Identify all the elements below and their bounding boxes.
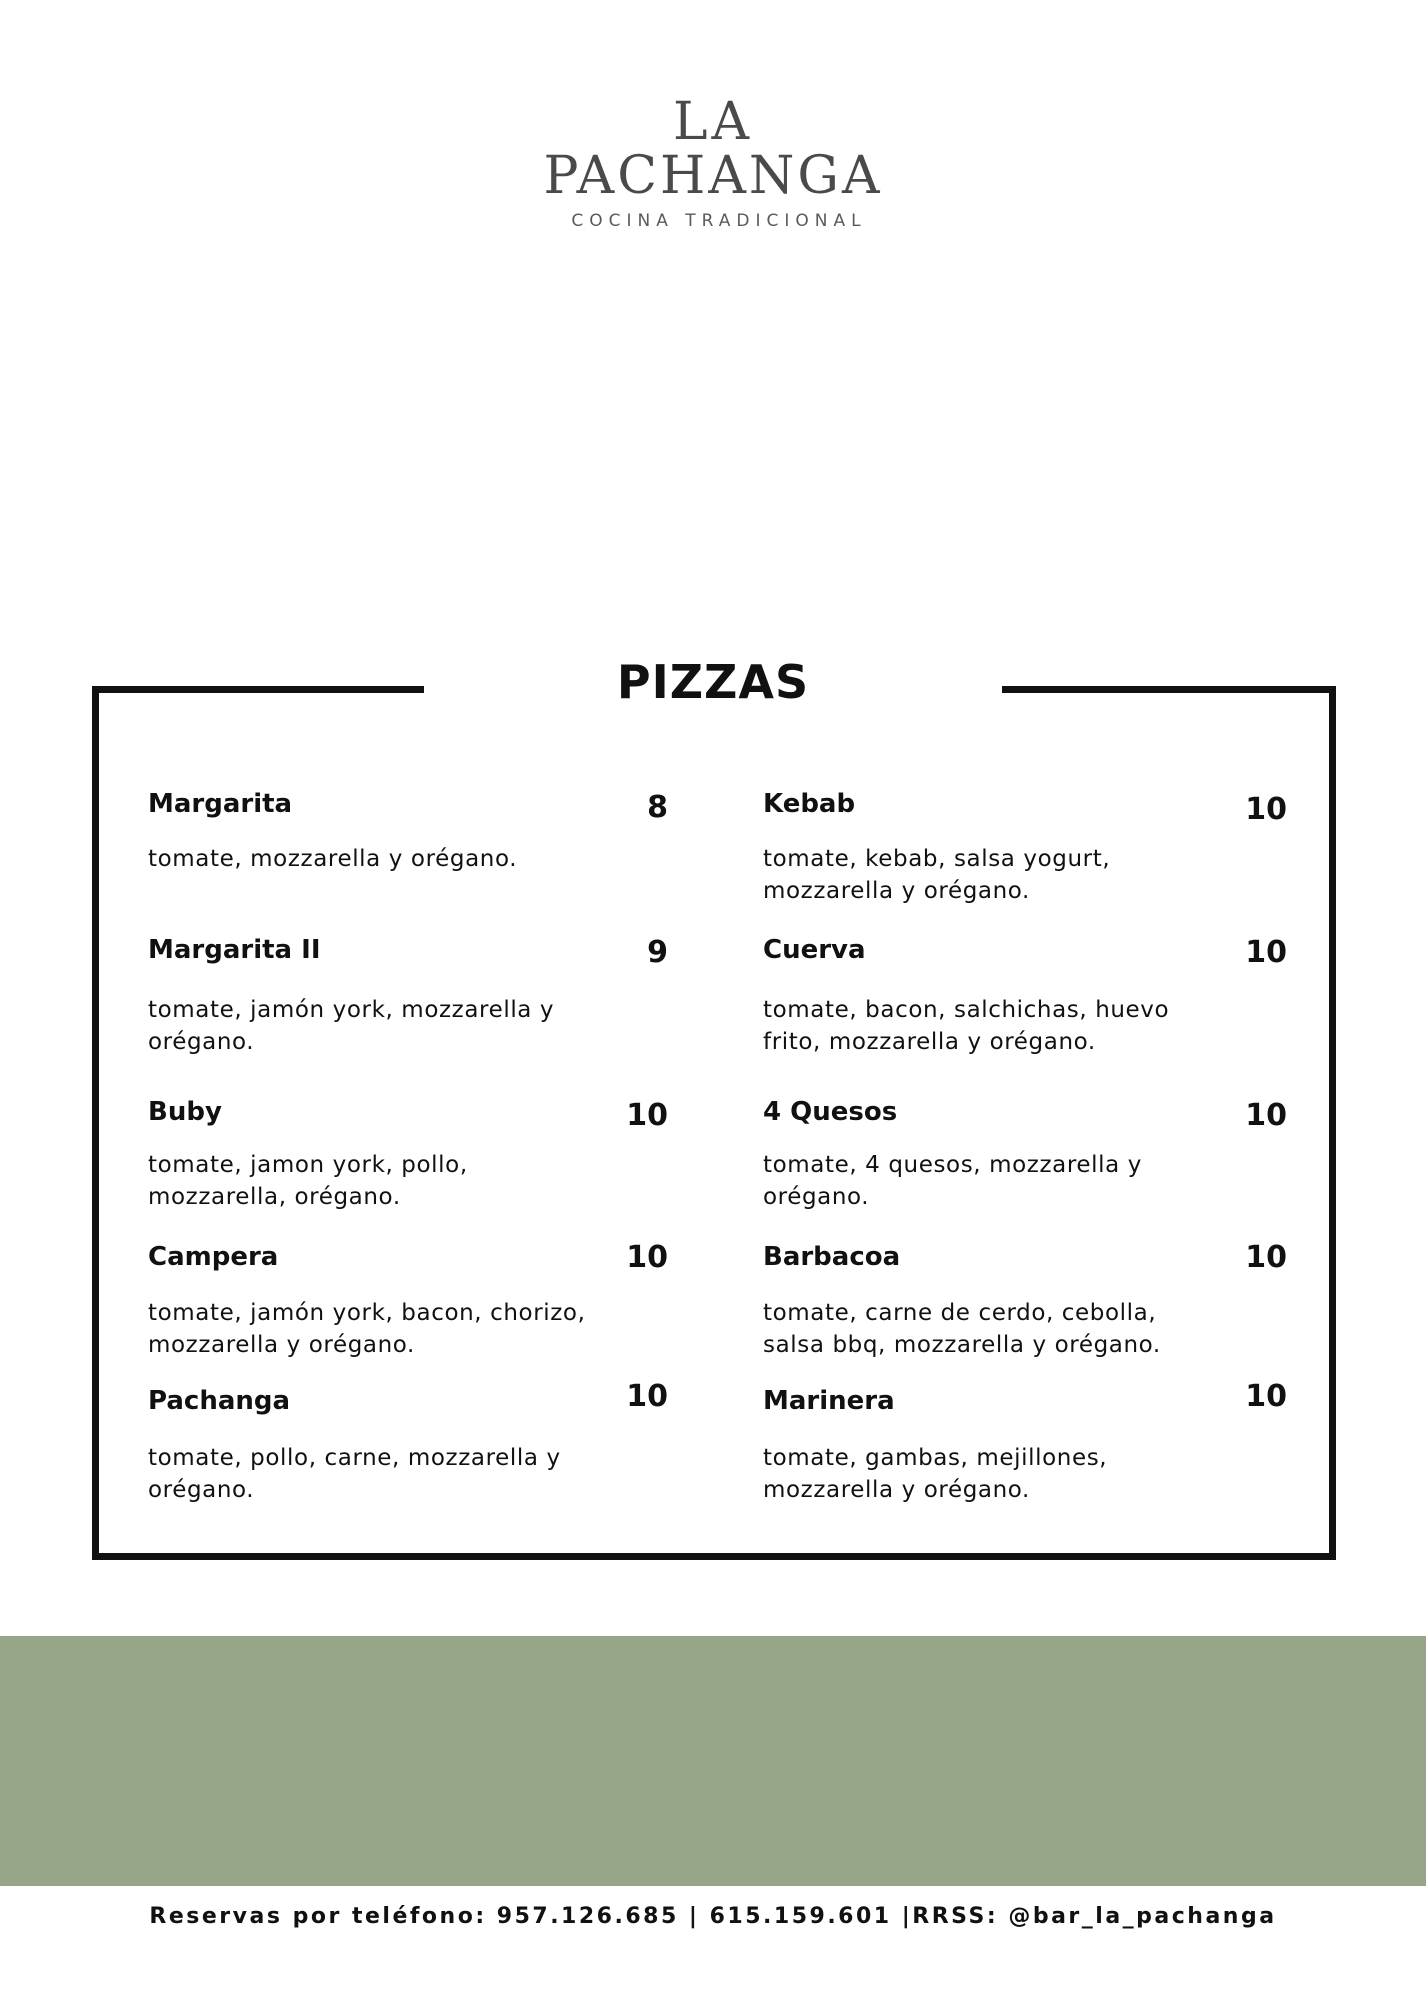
pizza-price: 10: [626, 1098, 668, 1133]
pizza-name: 4 Quesos: [763, 1097, 898, 1127]
pizza-name: Kebab: [763, 789, 856, 819]
pizza-name: Pachanga: [148, 1386, 291, 1416]
pizza-price: 10: [1245, 935, 1287, 970]
pizza-price: 10: [1245, 1098, 1287, 1133]
pizza-name: Margarita II: [148, 935, 321, 965]
pizza-description: tomate, carne de cerdo, cebolla, salsa bbq, mozzarella y orégano.: [763, 1300, 1161, 1358]
pizza-description: tomate, gambas, mejillones, mozzarella y orégano.: [763, 1445, 1108, 1503]
pizza-name: Barbacoa: [763, 1242, 901, 1272]
pizza-description: tomate, jamón york, mozzarella y orégano.: [148, 997, 555, 1055]
pizza-price: 8: [647, 790, 668, 825]
pizza-price: 9: [647, 935, 668, 970]
pizza-description: tomate, mozzarella y orégano.: [148, 846, 518, 872]
pizza-description: tomate, 4 quesos, mozzarella y orégano.: [763, 1152, 1142, 1210]
pizza-description: tomate, bacon, salchichas, huevo frito, mozzarella y orégano.: [763, 997, 1170, 1055]
pizza-description: tomate, kebab, salsa yogurt, mozzarella y orégano.: [763, 846, 1111, 904]
pizza-name: Marinera: [763, 1386, 895, 1416]
section-title: PIZZAS: [616, 655, 810, 709]
pizza-name: Cuerva: [763, 935, 866, 965]
pizza-description: tomate, jamón york, bacon, chorizo, mozzarella y orégano.: [148, 1300, 586, 1358]
pizza-price: 10: [626, 1379, 668, 1414]
pizza-price: 10: [626, 1240, 668, 1275]
pizza-description: tomate, jamon york, pollo, mozzarella, orégano.: [148, 1152, 468, 1210]
pizza-price: 10: [1245, 792, 1287, 827]
pizza-name: Margarita: [148, 789, 293, 819]
pizza-description: tomate, pollo, carne, mozzarella y orégano.: [148, 1445, 561, 1503]
pizza-name: Buby: [148, 1097, 222, 1127]
pizza-name: Campera: [148, 1242, 279, 1272]
green-band: [0, 1636, 1426, 1886]
reservations-footer: Reservas por teléfono: 957.126.685 | 615.159.601 |RRSS: @bar_la_pachanga: [149, 1904, 1277, 1929]
pizza-price: 10: [1245, 1379, 1287, 1414]
pizza-price: 10: [1245, 1240, 1287, 1275]
logo-tagline: COCINA TRADICIONAL: [571, 211, 867, 231]
logo-line-pachanga: PACHANGA: [543, 146, 883, 206]
logo-line-la: LA: [672, 92, 754, 152]
